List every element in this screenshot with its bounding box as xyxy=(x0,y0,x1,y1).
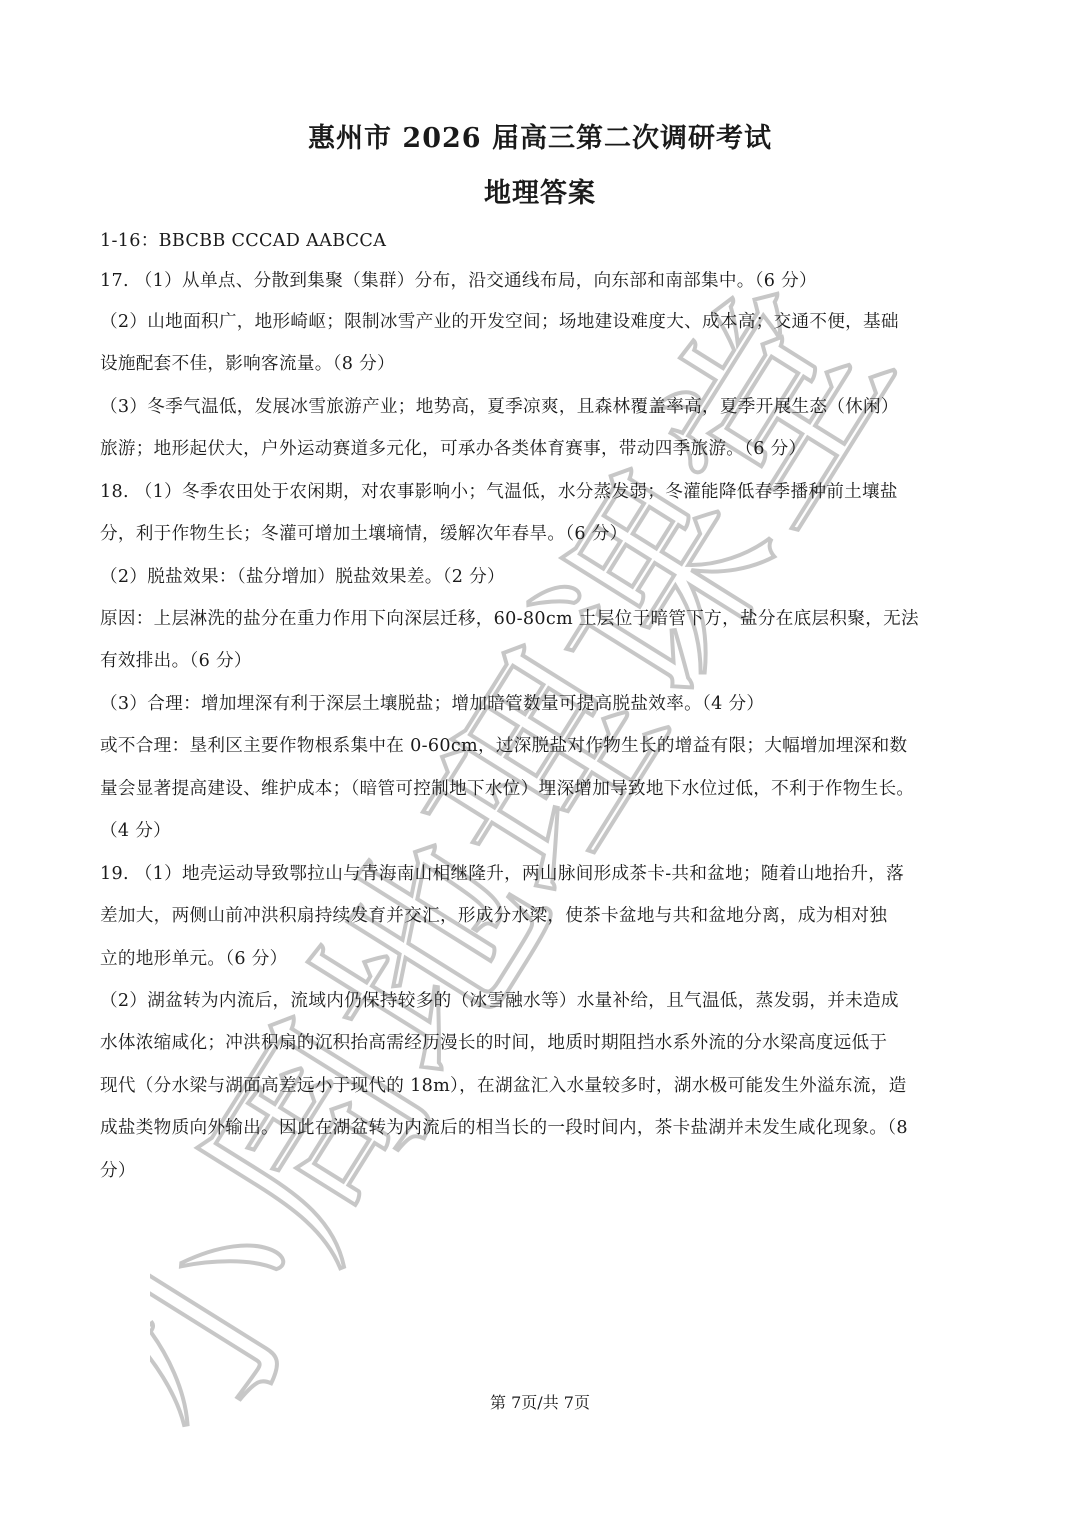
answer-line: （3）冬季气温低，发展冰雪旅游产业；地势高，夏季凉爽，且森林覆盖率高，夏季开展生态（休闲） xyxy=(100,397,899,417)
answer-line: 立的地形单元。（6 分） xyxy=(100,949,288,969)
answer-line: 旅游；地形起伏大，户外运动赛道多元化，可承办各类体育赛事，带动四季旅游。（6 分） xyxy=(100,439,807,459)
answer-line: （2）湖盆转为内流后，流域内仍保持较多的（冰雪融水等）水量补给，且气温低，蒸发弱，并未造成 xyxy=(100,991,899,1011)
answer-line: 设施配套不佳，影响客流量。（8 分） xyxy=(100,354,395,374)
answer-line: （2）山地面积广，地形崎岖；限制冰雪产业的开发空间；场地建设难度大、成本高；交通不便，基础 xyxy=(100,312,899,332)
answer-line: （3）合理：增加埋深有利于深层土壤脱盐；增加暗管数量可提高脱盐效率。（4 分） xyxy=(100,694,765,714)
watermark-text: 小周地理课堂 xyxy=(150,270,937,1478)
page-footer: 第 7页/共 7页 xyxy=(490,1393,590,1412)
answer-line: 原因：上层淋洗的盐分在重力作用下向深层迁移，60-80cm 土层位于暗管下方，盐分在底层积聚，无法 xyxy=(100,609,919,629)
answer-line: 成盐类物质向外输出。因此在湖盆转为内流后的相当长的一段时间内，茶卡盐湖并未发生咸化现象。（8 xyxy=(100,1118,908,1138)
answer-line: 或不合理：垦利区主要作物根系集中在 0-60cm，过深脱盐对作物生长的增益有限；大幅增加埋深和数 xyxy=(100,736,908,756)
answer-line: 19. （1）地壳运动导致鄂拉山与青海南山相继隆升，两山脉间形成茶卡-共和盆地；随着山地抬升，落 xyxy=(100,864,905,884)
page-title: 惠州市 2026 届高三第二次调研考试 xyxy=(308,123,772,154)
answer-line: （2）脱盐效果：（盐分增加）脱盐效果差。（2 分） xyxy=(100,567,505,587)
answer-line: 有效排出。（6 分） xyxy=(100,651,252,671)
answer-line: 17. （1）从单点、分散到集聚（集群）分布，沿交通线布局，向东部和南部集中。（6 分） xyxy=(100,271,817,291)
answer-line: 1-16：BBCBB CCCAD AABCCA xyxy=(100,231,387,251)
answer-line: 水体浓缩咸化；冲洪积扇的沉积抬高需经历漫长的时间，地质时期阻挡水系外流的分水梁高度远低于 xyxy=(100,1033,888,1053)
answer-line: 量会显著提高建设、维护成本；（暗管可控制地下水位）埋深增加导致地下水位过低，不利于作物生长。 xyxy=(100,779,915,799)
answer-line: 18. （1）冬季农田处于农闲期，对农事影响小；气温低，水分蒸发弱；冬灌能降低春季播种前土壤盐 xyxy=(100,482,898,502)
answer-line: 分） xyxy=(100,1161,136,1181)
answer-line: 现代（分水梁与湖面高差远小于现代的 18m），在湖盆汇入水量较多时，湖水极可能发生外溢东流，造 xyxy=(100,1076,907,1096)
answer-line: 差加大，两侧山前冲洪积扇持续发育并交汇，形成分水梁，使茶卡盆地与共和盆地分离，成为相对独 xyxy=(100,906,888,926)
answer-line: 分，利于作物生长；冬灌可增加土壤墒情，缓解次年春旱。（6 分） xyxy=(100,524,628,544)
page-subtitle: 地理答案 xyxy=(484,178,596,209)
answer-line: （4 分） xyxy=(100,821,172,841)
